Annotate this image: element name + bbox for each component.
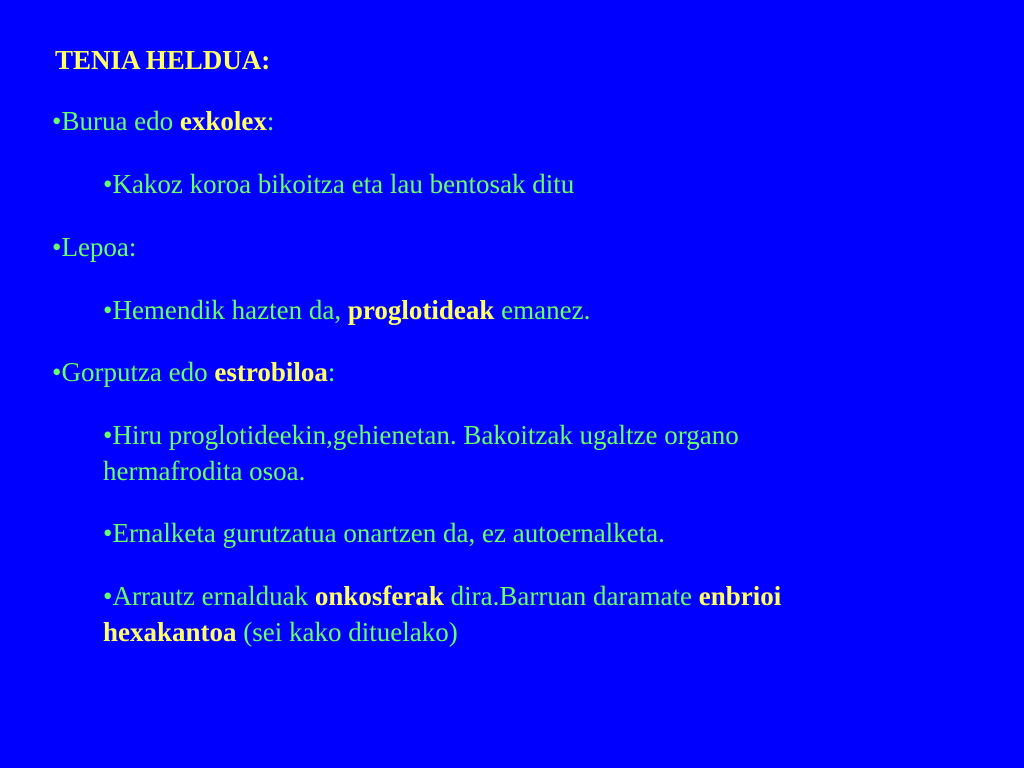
bullet-text: dira.Barruan daramate — [443, 581, 699, 611]
bullet-marker: • — [103, 420, 113, 450]
term-exkolex: exkolex — [179, 106, 267, 136]
bullet-marker: • — [103, 518, 113, 548]
bullet-text: Kakoz koroa bikoitza eta lau bentosak ditu — [112, 169, 575, 199]
slide-title: TENIA HELDUA: — [55, 45, 271, 75]
bullet-text: (sei kako dituelako) — [236, 617, 458, 647]
bullet-marker: • — [103, 295, 113, 325]
bullet-marker: • — [52, 232, 62, 262]
bullet-lepoa — [52, 229, 136, 265]
bullet-text: Gorputza edo — [61, 357, 215, 387]
bullet-arrautz — [103, 578, 781, 614]
bullet-text: : — [266, 106, 275, 136]
bullet-hemendik — [103, 292, 590, 328]
bullet-hiru — [103, 417, 739, 453]
bullet-text: Hemendik hazten da, — [112, 295, 348, 325]
bullet-marker: • — [103, 169, 113, 199]
bullet-text: hermafrodita osoa. — [103, 456, 306, 486]
bullet-text: Lepoa: — [61, 232, 137, 262]
bullet-text: Burua edo — [61, 106, 180, 136]
bullet-text: Hiru proglotideekin,gehienetan. Bakoitzak ugaltze organo — [112, 420, 739, 450]
bullet-hiru-continuation — [103, 453, 305, 489]
term-enbrioi: enbrioi — [698, 581, 782, 611]
bullet-marker: • — [52, 357, 62, 387]
term-onkosferak: onkosferak — [314, 581, 444, 611]
bullet-marker: • — [103, 581, 113, 611]
bullet-text: Ernalketa gurutzatua onartzen da, ez autoernalketa. — [112, 518, 665, 548]
term-hexakantoa: hexakantoa — [103, 617, 237, 647]
bullet-gorputza — [52, 354, 335, 390]
bullet-burua — [52, 103, 274, 139]
bullet-text: : — [327, 357, 336, 387]
bullet-ernalketa — [103, 515, 665, 551]
bullet-text: emanez. — [494, 295, 591, 325]
bullet-marker: • — [52, 106, 62, 136]
bullet-arrautz-continuation — [103, 614, 458, 650]
term-proglotideak: proglotideak — [347, 295, 495, 325]
term-estrobiloa: estrobiloa — [214, 357, 328, 387]
bullet-text: Arrautz ernalduak — [112, 581, 315, 611]
bullet-kakoz — [103, 166, 574, 202]
